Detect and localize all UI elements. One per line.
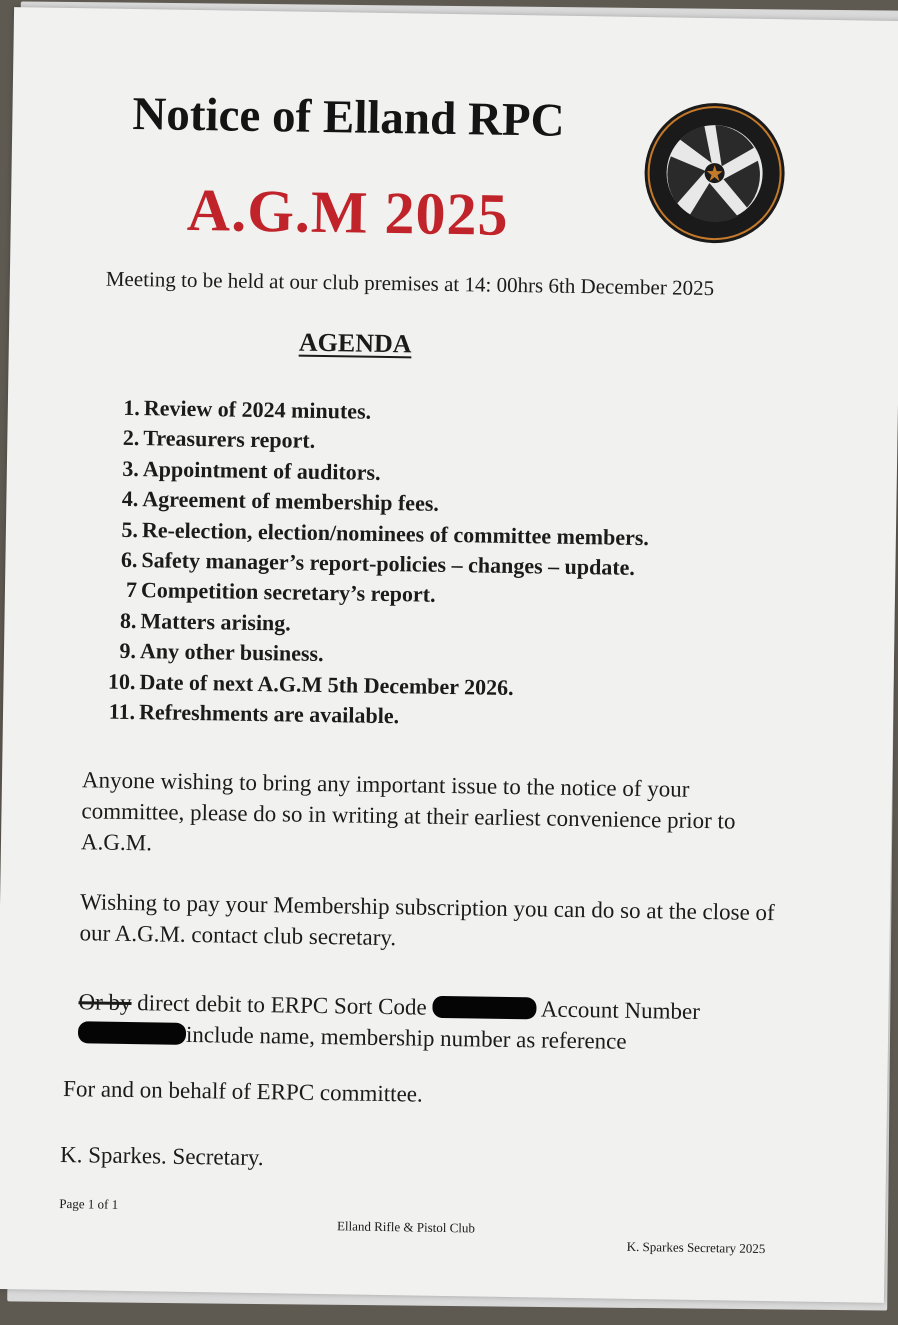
club-emblem-icon	[642, 101, 786, 245]
agenda-item: 11. Refreshments are available.	[108, 698, 400, 729]
redacted-account-number	[78, 1021, 186, 1045]
footer-secretary: K. Sparkes Secretary 2025	[626, 1238, 766, 1257]
notice-title: Notice of Elland RPC	[132, 87, 565, 147]
agenda-item: 6. Safety manager’s report-policies – changes – update.	[120, 546, 636, 580]
debit-text-2: Account Number	[540, 996, 701, 1024]
agenda-item: 9. Any other business.	[119, 637, 324, 667]
agenda-item: 7 Competition secretary’s report.	[125, 577, 436, 608]
agenda-heading: AGENDA	[298, 327, 412, 359]
struck-text: Or by	[78, 989, 132, 1016]
agenda-item: 5. Re-election, election/nominees of committee members.	[121, 516, 650, 550]
subscription-paragraph: Wishing to pay your Membership subscription you can do so at the close of our A.G.M. contact club secretary.	[79, 889, 775, 951]
debit-text-1: direct debit to ERPC Sort Code	[137, 990, 427, 1020]
agenda-item: 10. Date of next A.G.M 5th December 2026.	[107, 668, 514, 700]
footer-club-name: Elland Rifle & Pistol Club	[336, 1218, 476, 1236]
issues-paragraph: Anyone wishing to bring any important issue to the notice of your committee, please do so in writing at their earliest convenience prior to A.G.M.	[80, 767, 736, 856]
page-number: Page 1 of 1	[59, 1195, 119, 1212]
agm-heading: A.G.M 2025	[186, 176, 510, 248]
agenda-item: 4. Agreement of membership fees.	[121, 486, 440, 516]
agenda-item: 3. Appointment of auditors.	[122, 455, 381, 485]
direct-debit-paragraph	[78, 986, 839, 1060]
debit-text-3: include name, membership number as reference	[185, 1021, 627, 1054]
meeting-details: Meeting to be held at our club premises at 14: 00hrs 6th December 2025	[105, 266, 715, 301]
notice-document	[0, 7, 898, 1303]
agenda-list	[95, 392, 651, 735]
on-behalf-line: For and on behalf of ERPC committee.	[62, 1075, 423, 1107]
agenda-item: 8. Matters arising.	[119, 607, 291, 636]
agenda-item: 2. Treasurers report.	[122, 425, 316, 454]
agenda-item: 1. Review of 2024 minutes.	[123, 394, 372, 424]
redacted-sort-code	[432, 996, 536, 1020]
signature-line: K. Sparkes. Secretary.	[59, 1141, 264, 1171]
